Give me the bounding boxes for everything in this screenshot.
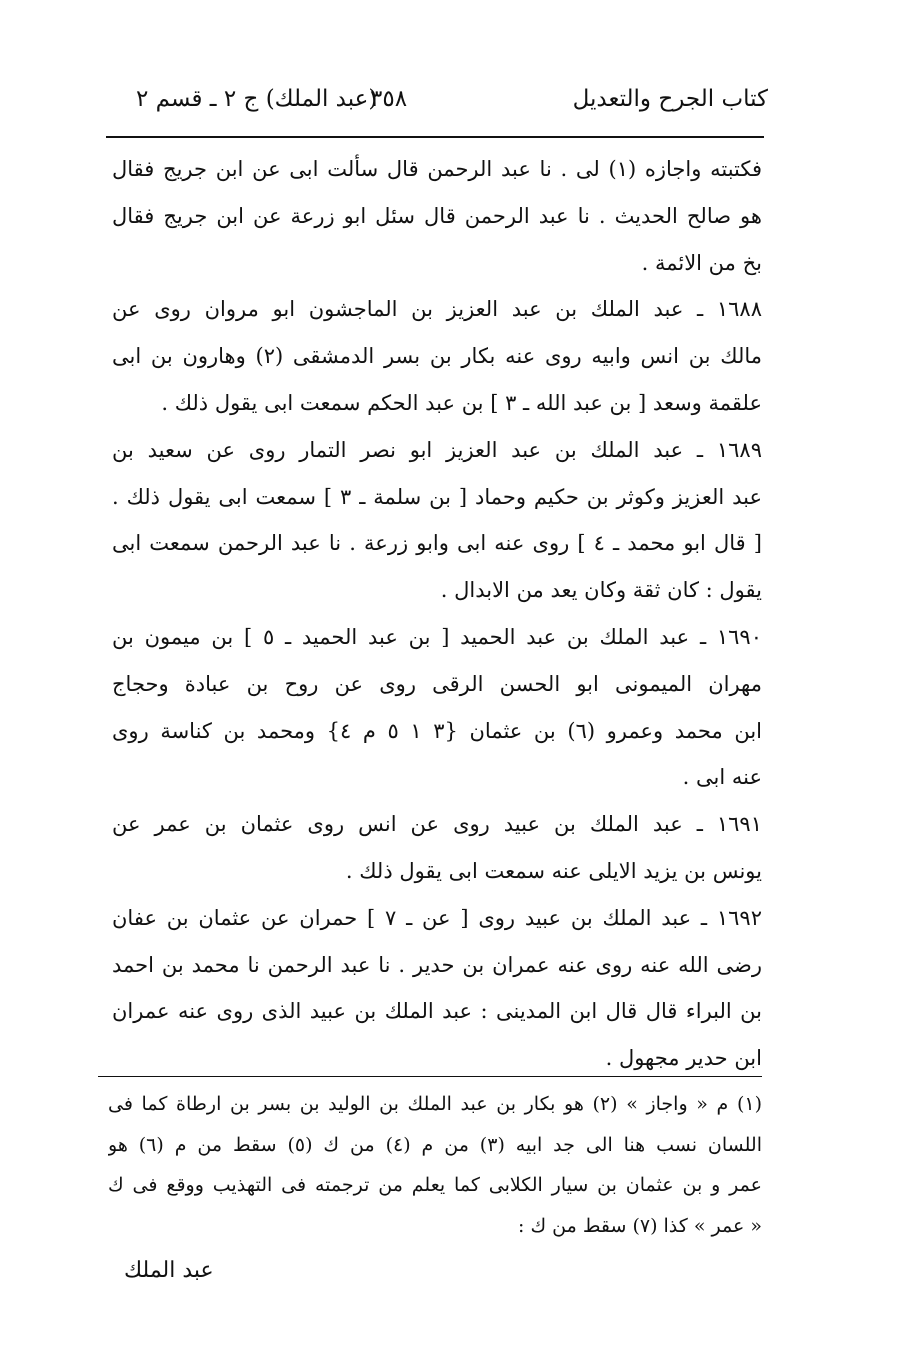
header-rule bbox=[106, 136, 764, 138]
text-line: ابن محمد وعمرو (٦) بن عثمان {٣ ١ ٥ م ٤} ومحمد بن كناسة روى bbox=[112, 718, 762, 743]
entry-1689-line: ١٦٨٩ ـ عبد الملك بن عبد العزيز ابو نصر التمار روى عن سعيد بن bbox=[112, 437, 762, 462]
entry-1690-line: ١٦٩٠ ـ عبد الملك بن عبد الحميد [ بن عبد الحميد ـ ٥ ] بن ميمون بن bbox=[112, 624, 762, 649]
footnote-line: (١) م « واجاز » (٢) هو بكار بن عبد الملك بن الوليد بن بسر بن ارطاة كما فى bbox=[108, 1093, 762, 1115]
text-line: عنه ابى . bbox=[682, 765, 762, 790]
footnote-line: عمر و بن عثمان بن سيار الكلابى كما يعلم من ترجمته فى التهذيب ووقع فى ك bbox=[108, 1174, 762, 1196]
section-label: (عبد الملك) ج ٢ ـ قسم ٢ bbox=[136, 86, 378, 112]
text-line: بن البراء قال قال ابن المدينى : عبد الملك بن عبيد الذى روى عنه عمران bbox=[112, 999, 762, 1024]
footnotes bbox=[108, 1084, 762, 1246]
text-line: [ قال ابو محمد ـ ٤ ] روى عنه ابى وابو زرعة . نا عبد الرحمن سمعت ابى bbox=[112, 531, 762, 556]
footnote-line: اللسان نسب هنا الى جد ابيه (٣) من م (٤) من ك (٥) سقط من م (٦) هو bbox=[108, 1133, 762, 1156]
main-text bbox=[112, 146, 762, 1082]
text-line: فكتبته واجازه (١) لى . نا عبد الرحمن قال سألت ابى عن ابن جريج فقال bbox=[112, 157, 762, 181]
entry-1691-line: ١٦٩١ ـ عبد الملك بن عبيد روى عن انس روى عثمان بن عمر عن bbox=[112, 812, 762, 837]
text-line: علقمة وسعد [ بن عبد الله ـ ٣ ] بن عبد الحكم سمعت ابى يقول ذلك . bbox=[161, 390, 762, 415]
text-line: هو صالح الحديث . نا عبد الرحمن قال سئل ابو زرعة عن ابن جريج فقال bbox=[112, 203, 762, 228]
text-line: مالك بن انس وابيه روى عنه بكار بن بسر الدمشقى (٢) وهارون بن ابى bbox=[112, 344, 762, 369]
text-line: يقول : كان ثقة وكان يعد من الابدال . bbox=[440, 578, 762, 603]
footnote-line: « عمر » كذا (٧) سقط من ك : bbox=[518, 1214, 762, 1237]
entry-1688-line: ١٦٨٨ ـ عبد الملك بن عبد العزيز بن الماجشون ابو مروان روى عن bbox=[112, 297, 762, 322]
text-line: عبد العزيز وكوثر بن حكيم وحماد [ بن سلمة ـ ٣ ] سمعت ابى يقول ذلك . bbox=[112, 484, 762, 509]
catchword: عبد الملك bbox=[124, 1258, 214, 1283]
entry-1692-line: ١٦٩٢ ـ عبد الملك بن عبيد روى [ عن ـ ٧ ] حمران عن عثمان بن عفان bbox=[112, 905, 762, 930]
text-line: بخ من الائمة . bbox=[641, 250, 762, 275]
text-line: يونس بن يزيد الايلى عنه سمعت ابى يقول ذلك . bbox=[345, 858, 762, 883]
text-line: مهران الميمونى ابو الحسن الرقى روى عن روح بن عبادة وحجاج bbox=[112, 671, 762, 696]
page-number: ٣٥٨ bbox=[370, 86, 408, 112]
text-line: ابن حدير مجهول . bbox=[605, 1046, 762, 1071]
text-line: رضى الله عنه روى عنه عمران بن حدير . نا عبد الرحمن نا محمد بن احمد bbox=[112, 952, 762, 977]
running-header bbox=[108, 72, 768, 136]
book-title: كتاب الجرح والتعديل bbox=[572, 86, 768, 112]
footnote-rule bbox=[98, 1076, 762, 1077]
page-header-area bbox=[108, 72, 768, 136]
